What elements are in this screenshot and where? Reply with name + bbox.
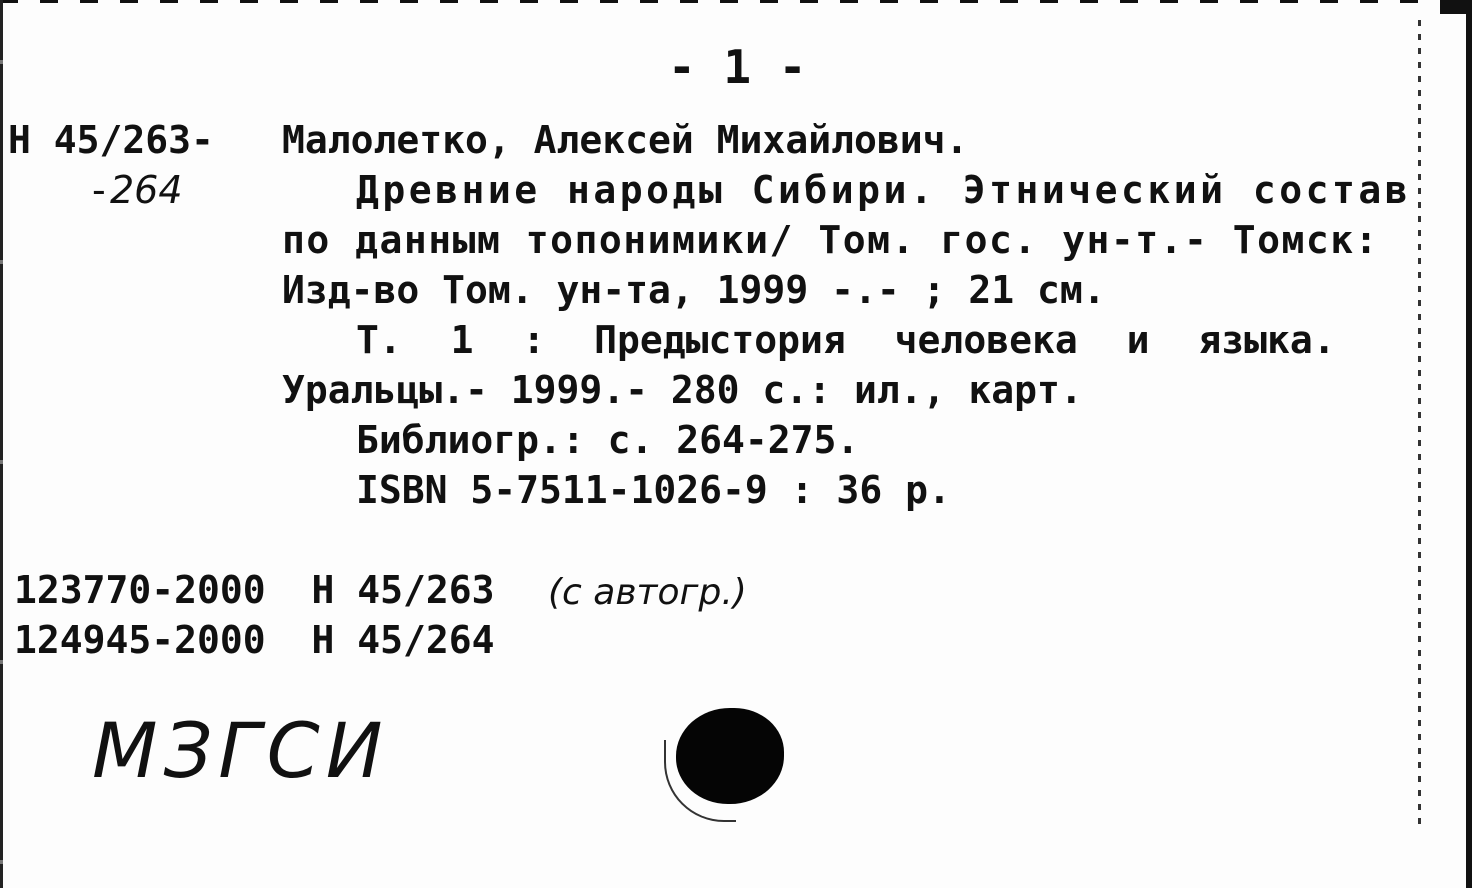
accession-shelf: Н 45/263 [311,568,495,612]
shelf-mark-primary: Н 45/263- [8,118,214,162]
scan-edge-left [0,0,3,888]
punch-hole-shadow [664,740,736,822]
accession-shelf: Н 45/264 [311,618,495,662]
accession-row-2 [14,618,494,662]
accession-number: 123770-2000 [14,568,266,612]
title-line-2: по данным топонимики/ Том. гос. ун-т.- Томск: [282,218,1380,262]
autograph-note: (с автогр.) [548,572,747,613]
scan-edge-right [1466,0,1472,888]
shelf-mark-handwritten: 264 [110,168,183,212]
handwritten-library-mark: МЗГСИ [92,706,389,795]
imprint-line: Изд-во Том. ун-та, 1999 -.- ; 21 см. [282,268,1106,312]
volume-line-1: Т. 1 : Предыстория человека и языка. [356,318,1336,362]
card-divider-line [1418,20,1421,830]
title-line-1: Древние народы Сибири. Этнический состав [356,168,1412,212]
shelf-mark-dash: - [92,168,106,212]
isbn-line: ISBN 5-7511-1026-9 : 36 р. [356,468,951,512]
scan-edge-top [0,0,1472,3]
author-heading: Малолетко, Алексей Михайлович. [282,118,969,162]
volume-line-2: Уральцы.- 1999.- 280 с.: ил., карт. [282,368,1083,412]
accession-number: 124945-2000 [14,618,266,662]
bibliography-note: Библиогр.: с. 264-275. [356,418,860,462]
page-number: - 1 - [668,40,807,94]
accession-row-1 [14,568,494,612]
